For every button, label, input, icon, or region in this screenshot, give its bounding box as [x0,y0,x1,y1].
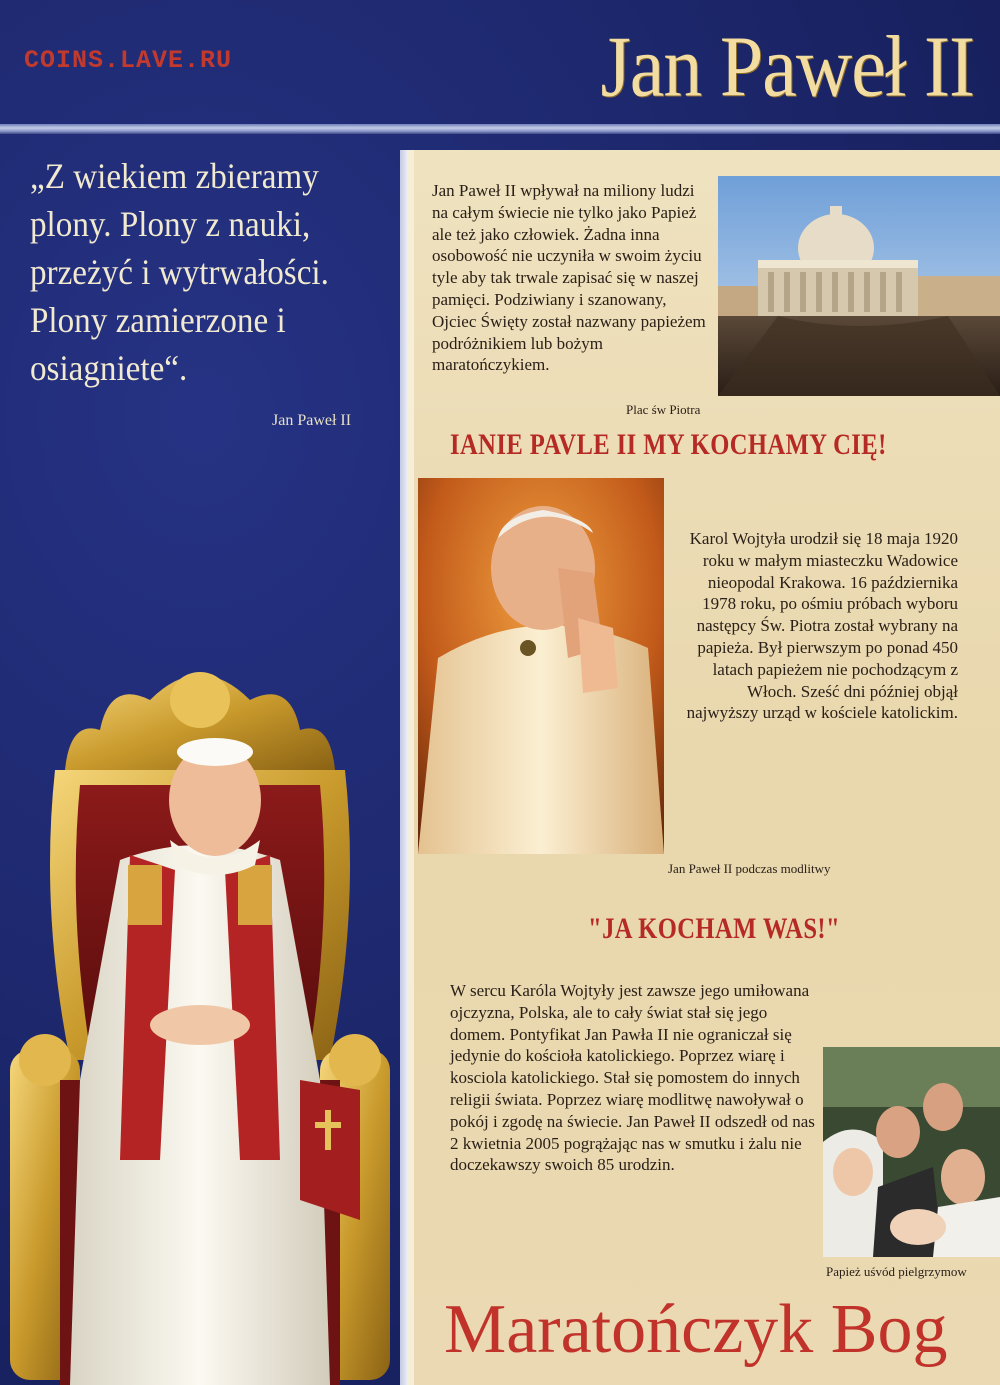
quote-text: „Z wiekiem zbieramy plony. Plony z nauki, przeżyć i wytrwałości. Plony zamierzone i osiagniete“. [30,156,329,388]
section3-text: W sercu Karóla Wojtyły jest zawsze jego umiłowana ojczyzna, Polska, ale to cały świat stał się jego domem. Pontyfikat Jan Pawła II nie ograniczał się jedynie do kościoła katolickiego. Poprzez wiarę i kosciola katolickiego. Stał się pomostem do innych religii świata. Poprzez wiarę modlitwę nawoływał o pokój i zgodę na świecie. Jan Paweł II odszedł od nas 2 kwietnia 2005 pogrążając nas w smutku i żalu nie doczekawszy swoich 85 urodzin. [450,981,815,1175]
panel-edge [400,150,408,1385]
title-divider [0,124,1000,134]
bottom-title: Maratończyk Bog [444,1291,948,1368]
praying-caption: Jan Paweł II podczas modlitwy [668,861,831,876]
quote-author: Jan Paweł II [272,412,352,429]
throne-illustration [0,660,400,1385]
section2-heading: IANIE PAVLE II MY KOCHAMY CIĘ! [450,428,887,461]
st-peters-square-photo [718,176,1000,396]
page-title: Jan Paweł II [600,16,974,115]
section2-text: Karol Wojtyła urodził się 18 maja 1920 roku w małym miasteczku Wadowice nieopodal Krakowa. 16 października 1978 roku, po ośmiu próbach wyboru następcy Św. Piotra został wybrany na papieża. Był pierwszym po ponad 450 latach papieżem nie pochodzącym z Włoch. Sześć dni później objął najwyższy urząd w kościele katolickim. [686,529,958,723]
section3-heading: "JA KOCHAM WAS!" [588,912,841,945]
pope-praying-photo [418,478,664,854]
praying-illustration [418,478,664,854]
pope-on-throne-photo [0,660,400,1385]
pilgrims-photo [823,1047,1000,1257]
st-peters-caption: Plac św Piotra [626,402,701,417]
pilgrims-illustration [823,1047,1000,1257]
st-peters-illustration [718,176,1000,396]
section1-text: Jan Paweł II wpływał na miliony ludzi na całym świecie nie tylko jako Papież ale też jako człowiek. Żadna inna osobowość nie uczyniła w swoim życiu tyle aby tak trwale zapisać się w naszej pamięci. Podziwiany i szanowany, Ojciec Święty został nazwany papieżem podróżnikiem lub bożym maratończykiem. [432,181,706,375]
pilgrims-caption: Papież uśvód pielgrzymow [826,1264,967,1279]
watermark: COINS.LAVE.RU [24,46,233,75]
